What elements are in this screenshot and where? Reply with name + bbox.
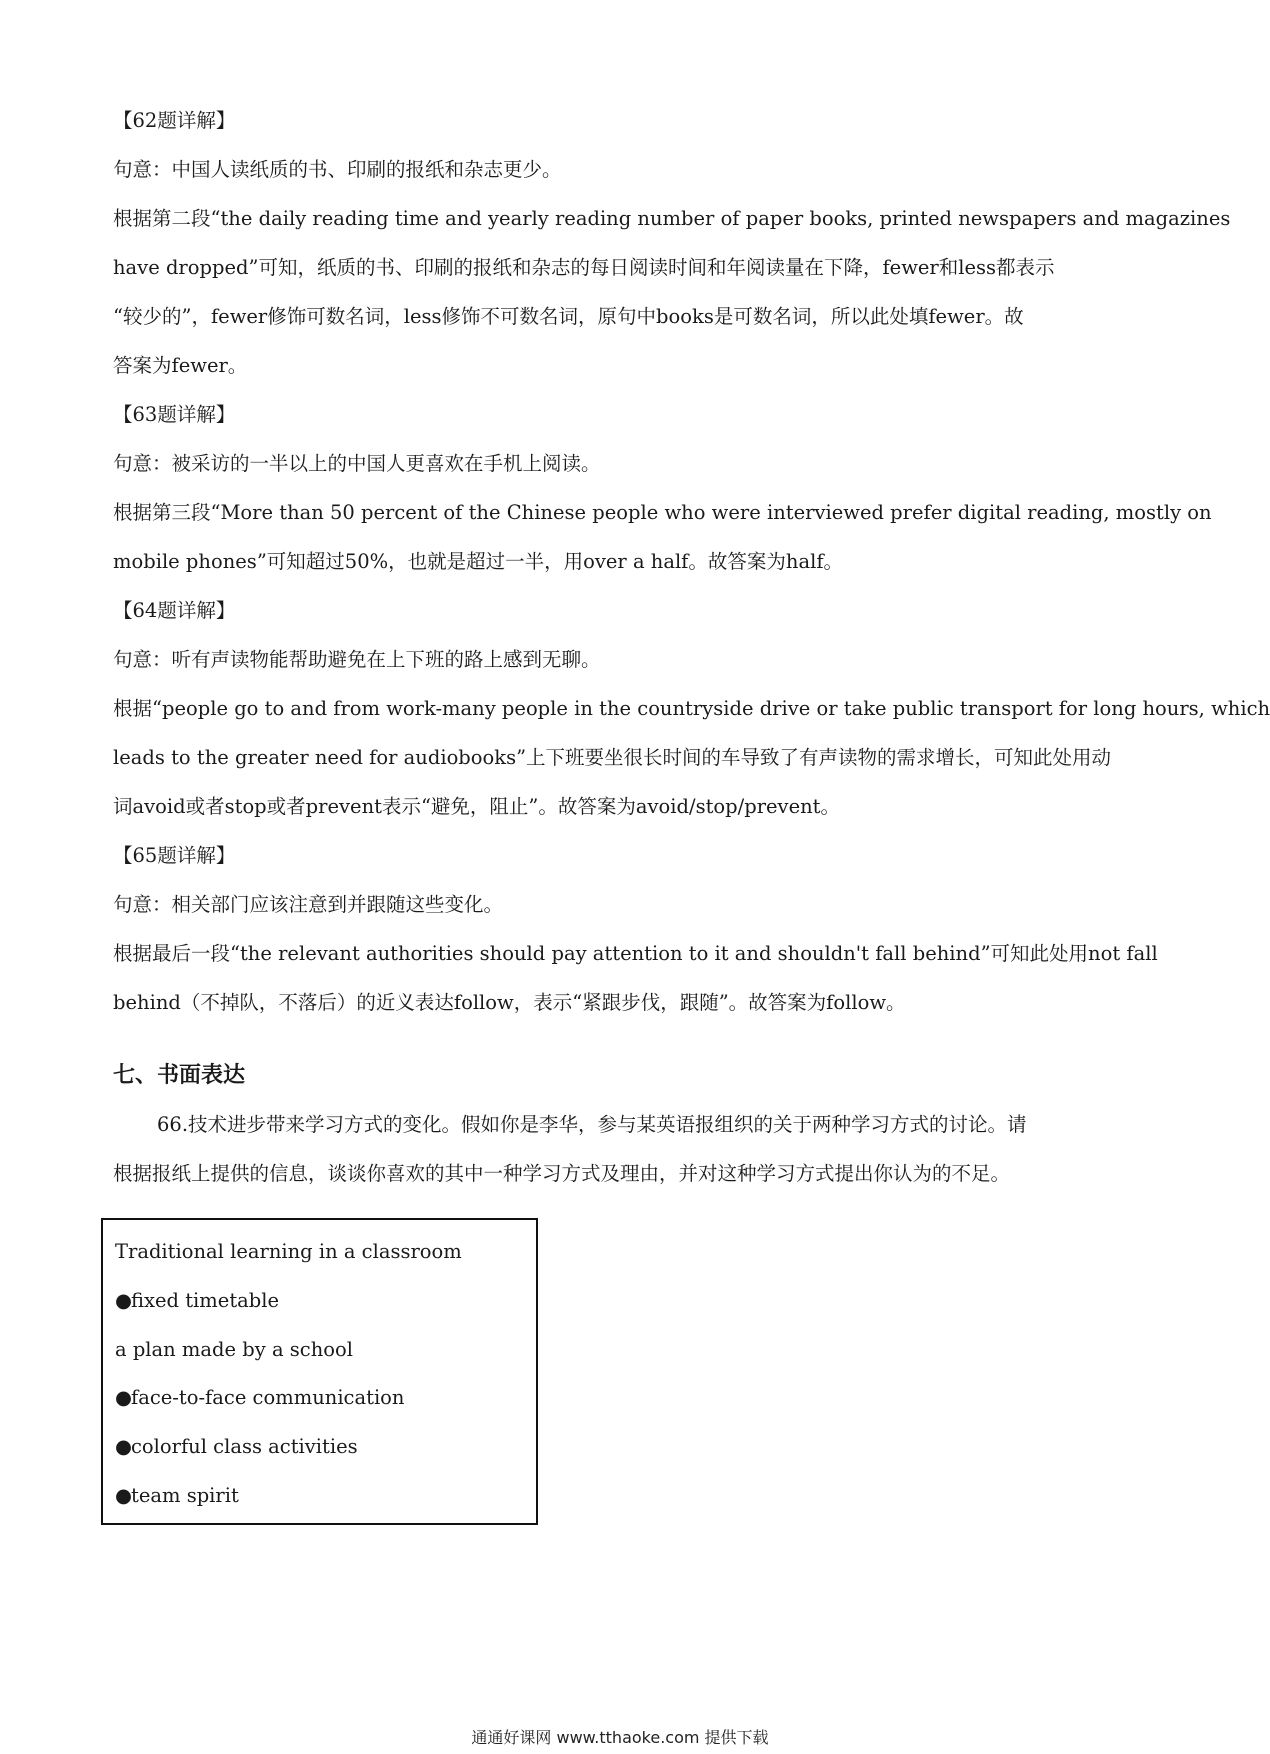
bullet-icon: ● <box>115 1288 133 1312</box>
info-box-item <box>115 1374 536 1423</box>
bullet-icon: ● <box>115 1386 133 1410</box>
bullet-icon: ● <box>115 1435 133 1459</box>
q64-explanation-line: leads to the greater need for audiobooks”上下班要坐很长时间的车导致了有声读物的需求增长，可知此处用动 <box>113 746 1112 769</box>
page-footer: 通通好课网 www.tthaoke.com 提供下载 <box>471 1728 769 1747</box>
info-box <box>101 1218 538 1525</box>
q63-explanation-line: 根据第三段“More than 50 percent of the Chinese people who were interviewed prefer digital reading, mostly on <box>113 501 1212 524</box>
q64-meaning: 句意：听有声读物能帮助避免在上下班的路上感到无聊。 <box>113 648 601 671</box>
q62-explanation-line: “较少的”，fewer修饰可数名词，less修饰不可数名词，原句中books是可数名词，所以此处填fewer。故 <box>113 305 1024 328</box>
q65-explanation-line: 根据最后一段“the relevant authorities should pay attention to it and shouldn't fall behind”可知此处用not fall <box>113 942 1158 965</box>
q62-explanation-line: 根据第二段“the daily reading time and yearly reading number of paper books, printed newspapers and magazines <box>113 207 1231 230</box>
answer-explanations <box>113 96 1270 1198</box>
info-box-title: Traditional learning in a classroom <box>115 1240 462 1263</box>
info-box-item-text: colorful class activities <box>131 1435 358 1459</box>
q63-meaning: 句意：被采访的一半以上的中国人更喜欢在手机上阅读。 <box>113 452 601 475</box>
info-box-item-text: face-to-face communication <box>131 1386 405 1410</box>
q63-explanation-line: mobile phones”可知超过50%，也就是超过一半，用over a half。故答案为half。 <box>113 550 844 573</box>
q64-explanation-line: 词avoid或者stop或者prevent表示“避免，阻止”。故答案为avoid/stop/prevent。 <box>113 795 841 818</box>
q63-heading: 【63题详解】 <box>113 403 236 426</box>
info-box-item-text: team spirit <box>131 1483 239 1507</box>
q64-heading: 【64题详解】 <box>113 599 236 622</box>
q62-explanation-line: have dropped”可知，纸质的书、印刷的报纸和杂志的每日阅读时间和年阅读量在下降，fewer和less都表示 <box>113 256 1055 279</box>
q62-heading: 【62题详解】 <box>113 109 236 132</box>
writing-prompt-line: 66.技术进步带来学习方式的变化。假如你是李华，参与某英语报组织的关于两种学习方式的讨论。请 <box>157 1113 1027 1136</box>
info-box-item-text: fixed timetable <box>131 1288 280 1312</box>
q65-heading: 【65题详解】 <box>113 844 236 867</box>
info-box-item <box>115 1472 536 1521</box>
bullet-icon: ● <box>115 1483 133 1507</box>
section-title: 七、书面表达 <box>113 1063 246 1088</box>
q64-explanation-line: 根据“people go to and from work-many people in the countryside drive or take public transport for long hours, which <box>113 697 1270 720</box>
q65-explanation-line: behind（不掉队，不落后）的近义表达follow，表示“紧跟步伐，跟随”。故答案为follow。 <box>113 991 906 1014</box>
q65-meaning: 句意：相关部门应该注意到并跟随这些变化。 <box>113 893 504 916</box>
q62-explanation-line: 答案为fewer。 <box>113 354 248 377</box>
q62-meaning: 句意：中国人读纸质的书、印刷的报纸和杂志更少。 <box>113 158 562 181</box>
info-box-item <box>115 1423 536 1472</box>
info-box-item <box>115 1326 536 1375</box>
info-box-item <box>115 1277 536 1326</box>
info-box-item-text: a plan made by a school <box>115 1337 353 1361</box>
writing-prompt-line: 根据报纸上提供的信息，谈谈你喜欢的其中一种学习方式及理由，并对这种学习方式提出你认为的不足。 <box>113 1162 1011 1185</box>
